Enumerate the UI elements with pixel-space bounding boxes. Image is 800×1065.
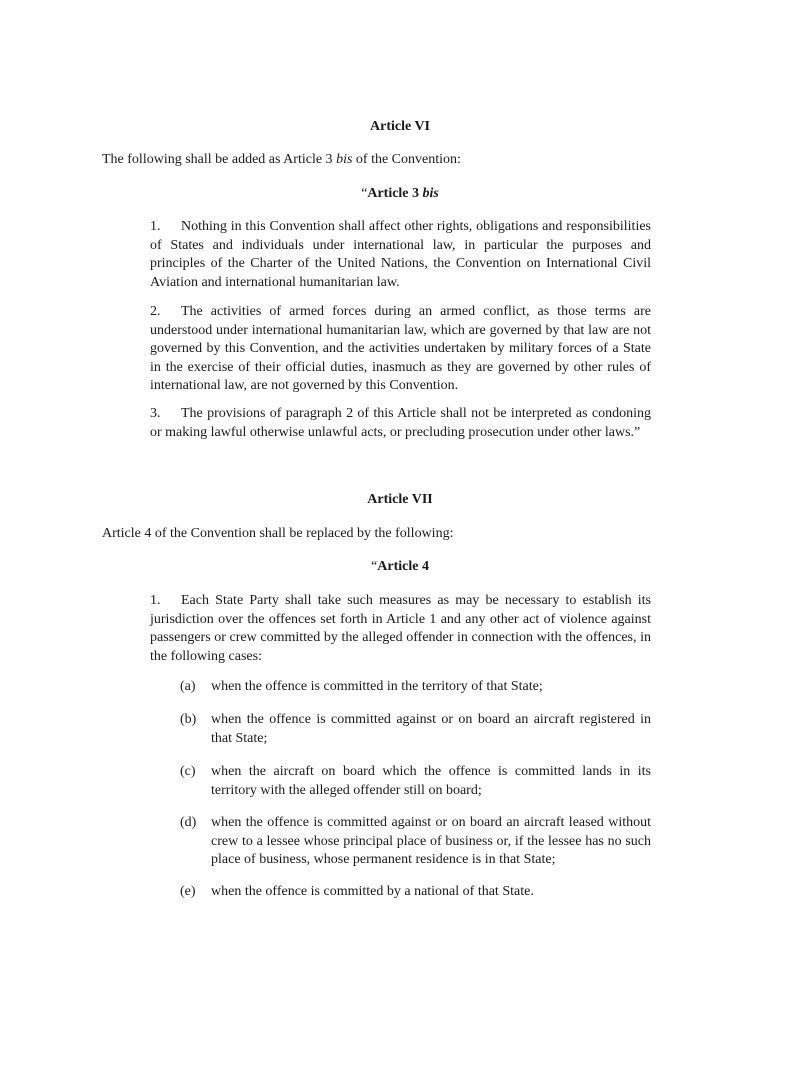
article-3-bis-paragraph-3 (150, 405, 651, 442)
list-item-text: when the offence is committed against or on board an aircraft registered in that State; (211, 712, 651, 746)
article-4-paragraph-1 (150, 592, 651, 666)
paragraph-number: 1. (150, 593, 161, 608)
article-vii-heading: Article VII (367, 492, 433, 507)
list-item-d (180, 814, 651, 870)
article-vi-intro-italic: bis (336, 152, 353, 167)
paragraph-number: 2. (150, 304, 161, 319)
list-item-text: when the offence is committed against or on board an aircraft leased without crew to a lessee whose principal place of business or, if the lessee has no such place of business, whose permanent residence is in that State; (211, 815, 651, 867)
paragraph-text: The activities of armed forces during an armed conflict, as those terms are understood under international humanitarian law, which are governed by that law are not governed by this Convention, and the activities undertaken by military forces of a State in the exercise of their official duties, inasmuch as they are governed by other rules of international law, are not governed by this Convention. (150, 304, 651, 393)
list-item-label: (a) (180, 679, 196, 694)
list-item-b (180, 711, 651, 748)
article-4-open-quote: “ (371, 559, 378, 574)
list-item-text: when the offence is committed by a national of that State. (211, 884, 534, 899)
article-3-bis-paragraph-2 (150, 303, 651, 396)
paragraph-text: The provisions of paragraph 2 of this Article shall not be interpreted as condoning or making lawful otherwise unlawful acts, or precluding prosecution under other laws.” (150, 406, 651, 440)
list-item-label: (b) (180, 712, 197, 727)
list-item-label: (d) (180, 815, 197, 830)
paragraph-text: Each State Party shall take such measures as may be necessary to establish its jurisdiction over the offences set forth in Article 1 and any other act of violence against passengers or crew committed by the alleged offender in connection with the offences, in the following cases: (150, 593, 651, 664)
list-item-text: when the offence is committed in the territory of that State; (211, 679, 543, 694)
paragraph-text: Nothing in this Convention shall affect other rights, obligations and responsibilities of States and individuals under international law, in particular the purposes and principles of the Charter of the United Nations, the Convention on International Civil Aviation and international humanitarian law. (150, 219, 651, 290)
list-item-label: (e) (180, 884, 196, 899)
article-vi-heading: Article VI (370, 119, 430, 134)
paragraph-number: 3. (150, 406, 161, 421)
article-4-heading (0, 558, 800, 576)
article-3-bis-main: Article 3 (367, 186, 423, 201)
article-vi-intro (102, 151, 662, 169)
list-item-text: when the aircraft on board which the offence is committed lands in its territory with the alleged offender still on board; (211, 764, 651, 798)
list-item-e (180, 883, 651, 902)
list-item-a (180, 678, 651, 697)
article-3-bis-heading (0, 185, 800, 203)
article-3-bis-paragraph-1 (150, 218, 651, 292)
article-vi-intro-before: The following shall be added as Article 3 (102, 152, 337, 167)
article-3-bis-italic: bis (422, 186, 439, 201)
article-3-bis-open-quote: “ (361, 186, 368, 201)
article-vii-intro: Article 4 of the Convention shall be replaced by the following: (102, 526, 454, 541)
article-4-main: Article 4 (377, 559, 429, 574)
paragraph-number: 1. (150, 219, 161, 234)
list-item-c (180, 763, 651, 800)
article-vi-intro-after: of the Convention: (352, 152, 461, 167)
list-item-label: (c) (180, 764, 196, 779)
